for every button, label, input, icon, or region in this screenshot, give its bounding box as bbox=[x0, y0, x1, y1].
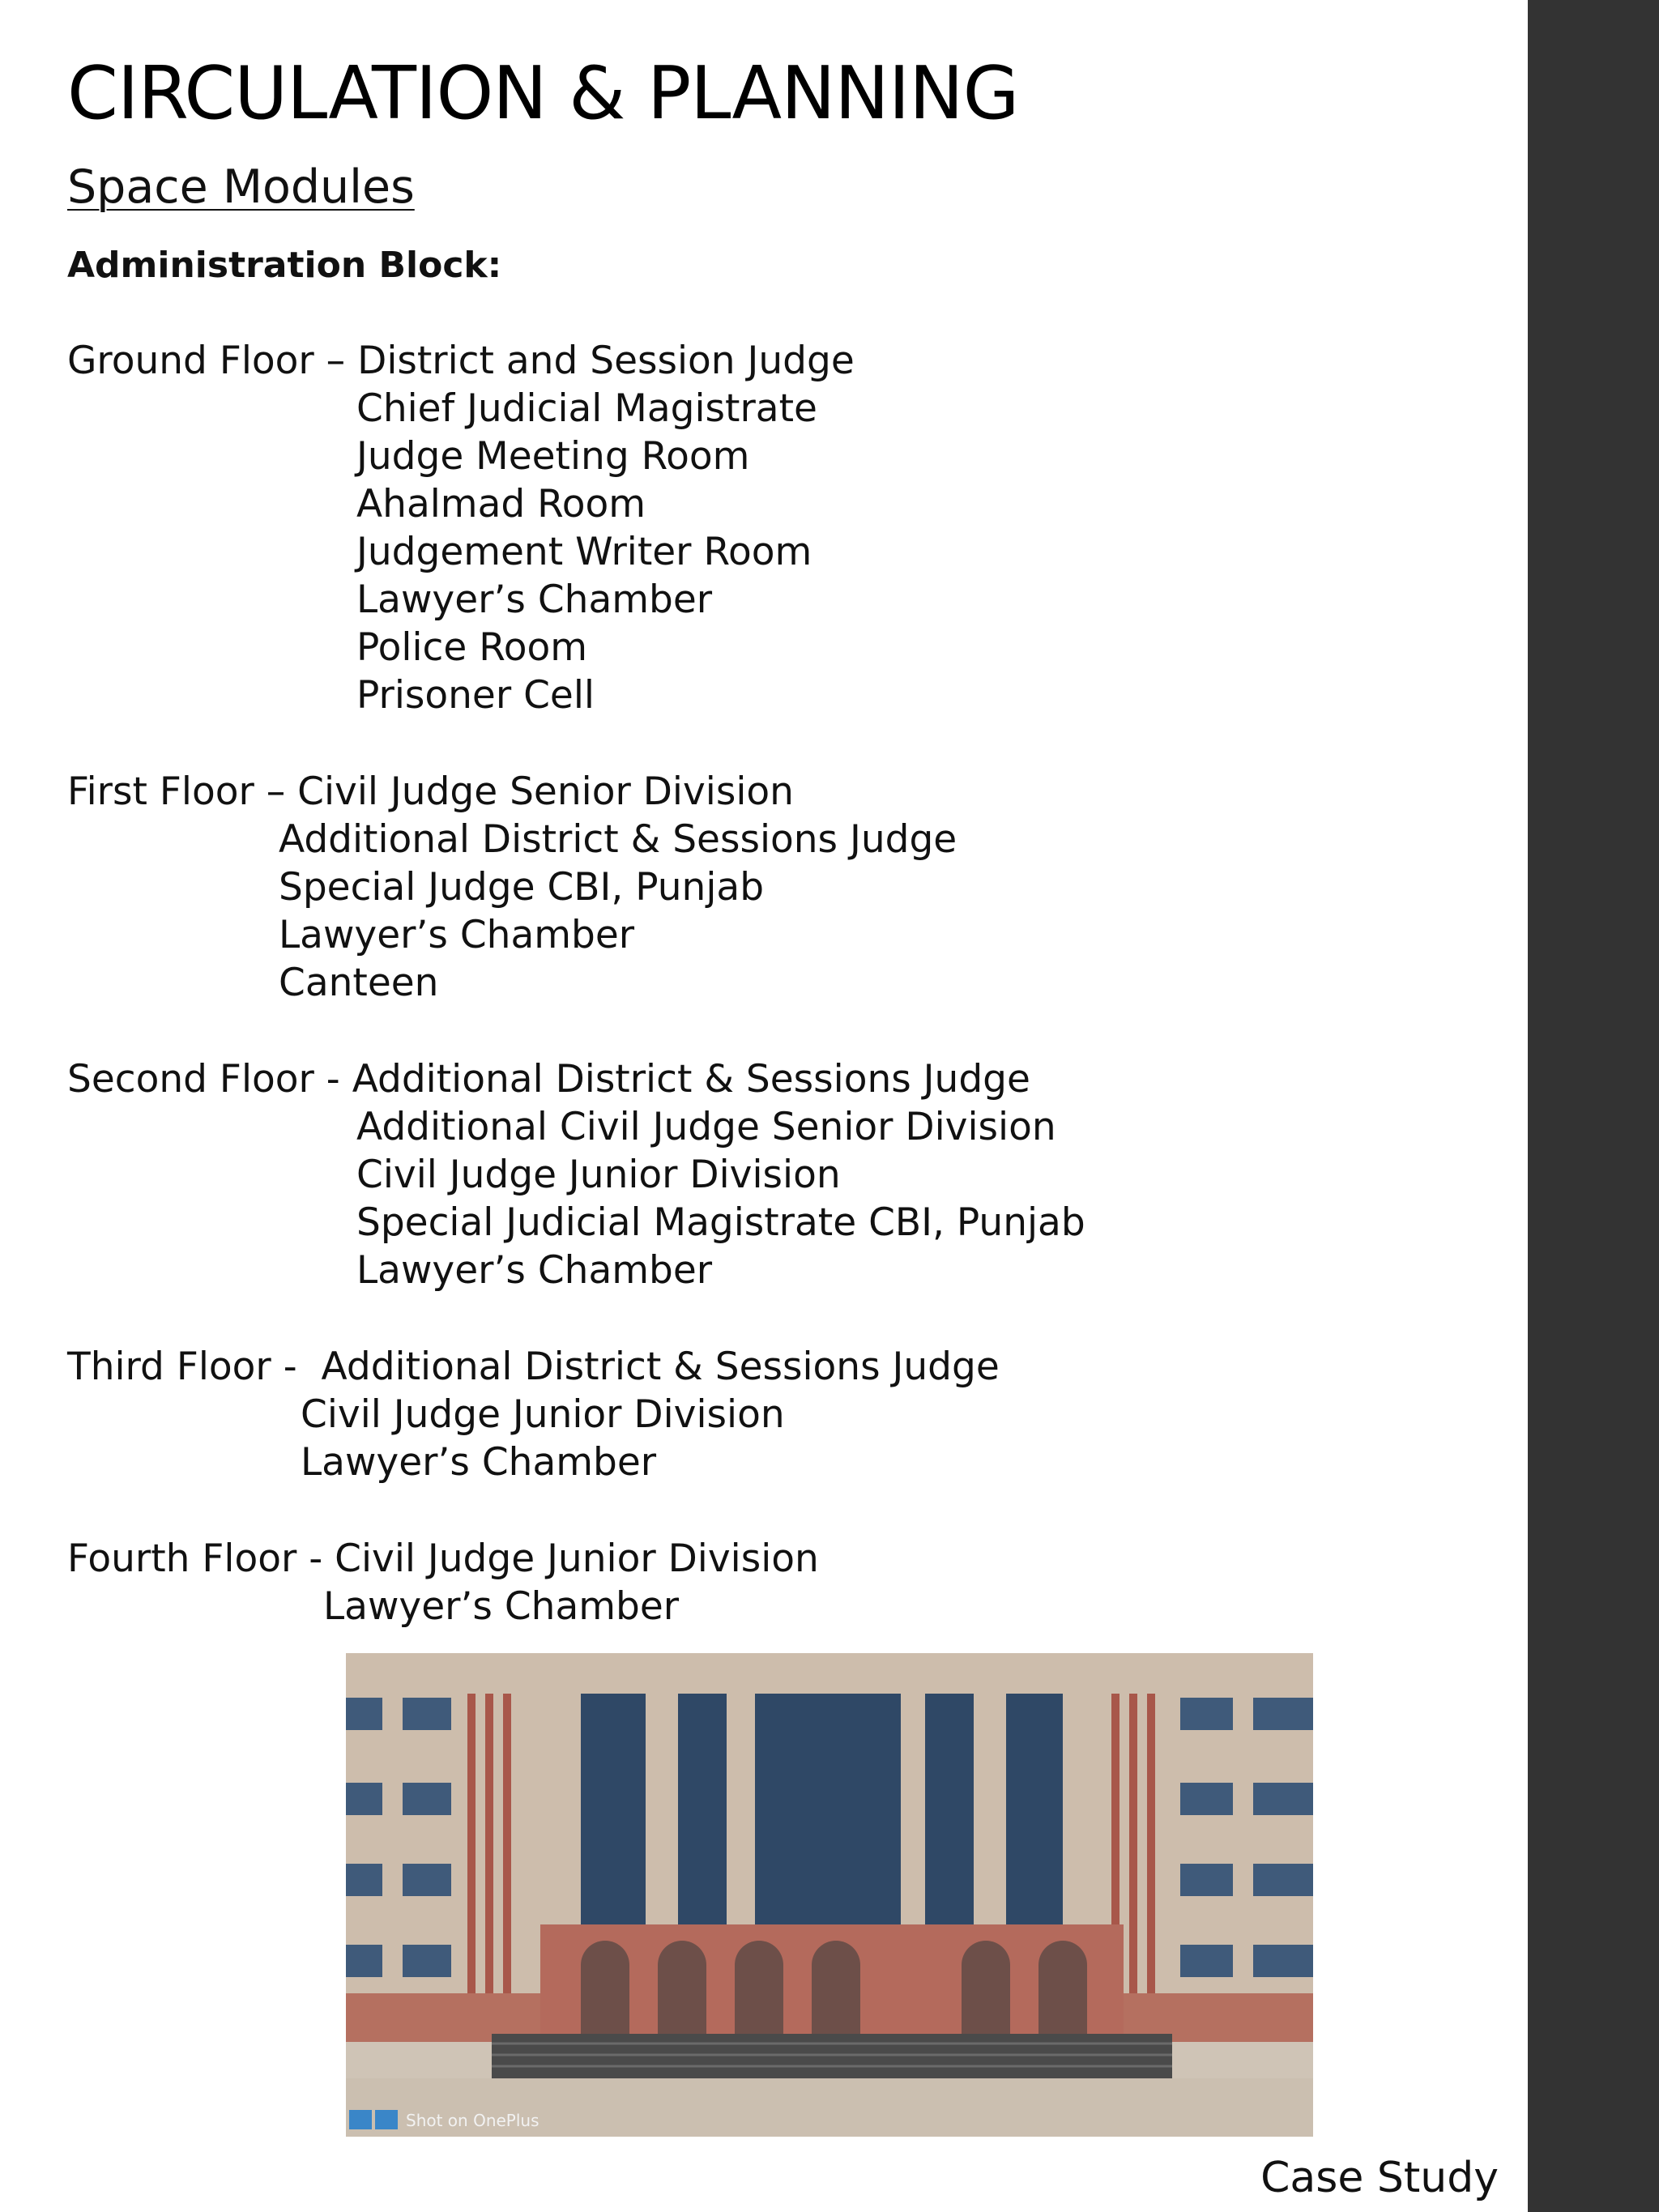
room-item: Prisoner Cell bbox=[356, 673, 595, 718]
floor-line bbox=[67, 1055, 1030, 1103]
floor-line bbox=[67, 1535, 819, 1583]
room-item: Canteen bbox=[279, 961, 439, 1005]
floor-label-first: First Floor – bbox=[67, 769, 298, 814]
floor-line bbox=[67, 337, 855, 385]
room-item: Ahalmad Room bbox=[356, 482, 646, 526]
room-item: Lawyer’s Chamber bbox=[356, 578, 713, 622]
room-item: Special Judge CBI, Punjab bbox=[279, 865, 765, 910]
floor-line bbox=[67, 768, 794, 816]
block-heading: Administration Block: bbox=[67, 245, 502, 286]
room-item: Civil Judge Junior Division bbox=[335, 1536, 819, 1581]
court-building-photo bbox=[346, 1653, 1313, 2137]
room-item: Chief Judicial Magistrate bbox=[356, 386, 817, 431]
room-item: Lawyer’s Chamber bbox=[279, 913, 635, 957]
room-item: District and Session Judge bbox=[357, 339, 855, 383]
right-sidebar-band bbox=[1528, 0, 1659, 2212]
room-item: Lawyer’s Chamber bbox=[301, 1440, 657, 1485]
room-item: Additional Civil Judge Senior Division bbox=[356, 1105, 1056, 1149]
photo-watermark: Shot on OnePlus bbox=[406, 2111, 539, 2130]
room-item: Civil Judge Senior Division bbox=[297, 769, 794, 814]
floor-label-third: Third Floor - bbox=[67, 1345, 322, 1389]
room-item: Lawyer’s Chamber bbox=[356, 1248, 713, 1293]
room-item: Additional District & Sessions Judge bbox=[279, 817, 957, 862]
room-item: Special Judicial Magistrate CBI, Punjab bbox=[356, 1200, 1085, 1245]
section-subtitle: Space Modules bbox=[67, 160, 415, 214]
floor-label-ground: Ground Floor – bbox=[67, 339, 358, 383]
floor-label-fourth: Fourth Floor - bbox=[67, 1536, 335, 1581]
room-item: Judgement Writer Room bbox=[356, 530, 812, 574]
floor-label-second: Second Floor - bbox=[67, 1057, 352, 1102]
footer-label: Case Study bbox=[1260, 2154, 1499, 2202]
room-item: Police Room bbox=[356, 625, 588, 670]
room-item: Additional District & Sessions Judge bbox=[352, 1057, 1030, 1102]
room-item: Judge Meeting Room bbox=[356, 434, 750, 479]
room-item: Civil Judge Junior Division bbox=[301, 1392, 785, 1437]
page-title: CIRCULATION & PLANNING bbox=[67, 51, 1019, 136]
floor-line bbox=[67, 1343, 1000, 1391]
room-item: Additional District & Sessions Judge bbox=[321, 1345, 1000, 1389]
room-item: Lawyer’s Chamber bbox=[323, 1584, 680, 1629]
room-item: Civil Judge Junior Division bbox=[356, 1153, 841, 1197]
